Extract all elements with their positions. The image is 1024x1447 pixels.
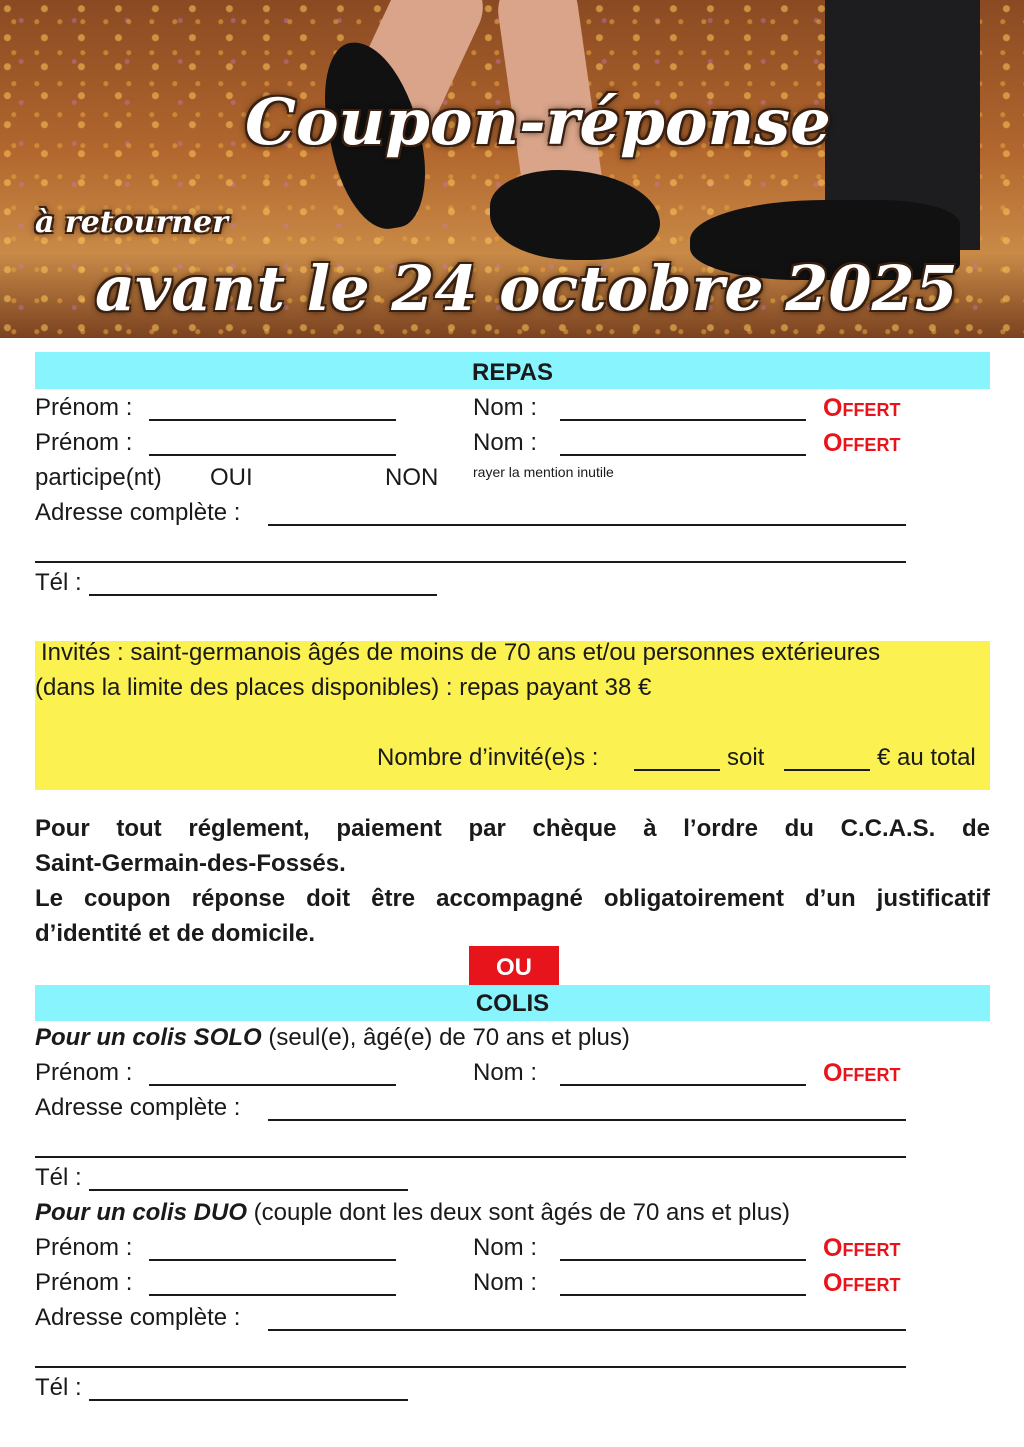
nom-label: Nom : — [473, 1234, 538, 1261]
tel-field[interactable] — [89, 594, 437, 596]
non-option[interactable]: NON — [385, 464, 439, 491]
prenom-field[interactable] — [149, 454, 396, 456]
reglement-line-2: Saint-Germain-des-Fossés. — [35, 850, 346, 877]
tel-field[interactable] — [89, 1399, 408, 1401]
participe-label: participe(nt) — [35, 464, 162, 491]
nom-field[interactable] — [560, 454, 806, 456]
nom-field[interactable] — [560, 1294, 806, 1296]
duo-tel-row — [35, 1373, 990, 1403]
offert-label: Offert — [823, 394, 901, 422]
adresse-label: Adresse complète : — [35, 1094, 241, 1121]
adresse-field-line-2[interactable] — [35, 561, 906, 563]
duo-address-row — [35, 1303, 990, 1333]
prenom-field[interactable] — [149, 1294, 396, 1296]
repas-address-row-2 — [35, 535, 990, 565]
adresse-field-line-2[interactable] — [35, 1156, 906, 1158]
header-subtitle: à retourner — [35, 205, 228, 240]
tel-label: Tél : — [35, 1374, 82, 1401]
colis-duo-heading — [35, 1198, 790, 1228]
prenom-label: Prénom : — [35, 394, 133, 421]
tel-field[interactable] — [89, 1189, 408, 1191]
invites-box — [35, 641, 990, 790]
duo-address-row-2 — [35, 1340, 990, 1370]
invites-line-2: (dans la limite des places disponibles) : repas payant 38 € — [35, 674, 652, 701]
repas-person-row-1 — [35, 393, 990, 423]
offert-label: Offert — [823, 429, 901, 457]
repas-tel-row — [35, 568, 990, 598]
solo-desc: (seul(e), âgé(e) de 70 ans et plus) — [261, 1024, 630, 1051]
nombre-field[interactable] — [634, 769, 720, 771]
soit-label: soit — [727, 744, 765, 771]
offert-label: Offert — [823, 1234, 901, 1262]
nom-label: Nom : — [473, 394, 538, 421]
header-photo — [0, 0, 1024, 338]
nom-label: Nom : — [473, 1269, 538, 1296]
solo-title: Pour un colis SOLO — [35, 1024, 262, 1051]
invites-count-row — [35, 743, 990, 773]
total-field[interactable] — [784, 769, 870, 771]
reglement-line-3: Le coupon réponse doit être accompagné obligatoirement d’un justificatif — [35, 885, 990, 912]
nombre-label: Nombre d’invité(e)s : — [377, 744, 599, 771]
adresse-field-line-2[interactable] — [35, 1366, 906, 1368]
repas-person-row-2 — [35, 428, 990, 458]
prenom-label: Prénom : — [35, 1269, 133, 1296]
duo-person-row-2 — [35, 1268, 990, 1298]
duo-person-row-1 — [35, 1233, 990, 1263]
participation-row — [35, 463, 990, 493]
total-label: € au total — [877, 744, 976, 771]
oui-option[interactable]: OUI — [210, 464, 253, 491]
colis-section-header: COLIS — [35, 985, 990, 1021]
invites-line-1: Invités : saint-germanois âgés de moins de 70 ans et/ou personnes extérieures — [41, 639, 881, 666]
duo-desc: (couple dont les deux sont âgés de 70 ans et plus) — [247, 1199, 791, 1226]
adresse-field[interactable] — [268, 1329, 906, 1331]
adresse-field[interactable] — [268, 524, 906, 526]
reglement-line-4: d’identité et de domicile. — [35, 920, 316, 947]
solo-address-row-2 — [35, 1130, 990, 1160]
repas-section-header: REPAS — [35, 352, 990, 389]
prenom-field[interactable] — [149, 419, 396, 421]
prenom-label: Prénom : — [35, 1059, 133, 1086]
header-deadline: avant le 24 octobre 2025 — [95, 252, 958, 325]
duo-title: Pour un colis DUO — [35, 1199, 248, 1226]
repas-address-row — [35, 498, 990, 528]
adresse-label: Adresse complète : — [35, 1304, 241, 1331]
rayer-hint: rayer la mention inutile — [473, 464, 614, 480]
adresse-label: Adresse complète : — [35, 499, 241, 526]
nom-field[interactable] — [560, 1259, 806, 1261]
prenom-label: Prénom : — [35, 1234, 133, 1261]
tel-label: Tél : — [35, 569, 82, 596]
nom-label: Nom : — [473, 429, 538, 456]
nom-field[interactable] — [560, 1084, 806, 1086]
ou-badge: OU — [469, 946, 559, 985]
reglement-line-1: Pour tout réglement, paiement par chèque à l’ordre du C.C.A.S. de — [35, 815, 990, 842]
shoe-shape — [490, 170, 660, 260]
nom-field[interactable] — [560, 419, 806, 421]
offert-label: Offert — [823, 1059, 901, 1087]
solo-person-row — [35, 1058, 990, 1088]
nom-label: Nom : — [473, 1059, 538, 1086]
prenom-label: Prénom : — [35, 429, 133, 456]
prenom-field[interactable] — [149, 1259, 396, 1261]
adresse-field[interactable] — [268, 1119, 906, 1121]
tel-label: Tél : — [35, 1164, 82, 1191]
offert-label: Offert — [823, 1269, 901, 1297]
solo-address-row — [35, 1093, 990, 1123]
colis-solo-heading — [35, 1023, 630, 1053]
prenom-field[interactable] — [149, 1084, 396, 1086]
solo-tel-row — [35, 1163, 990, 1193]
header-title: Coupon-réponse — [245, 85, 831, 160]
